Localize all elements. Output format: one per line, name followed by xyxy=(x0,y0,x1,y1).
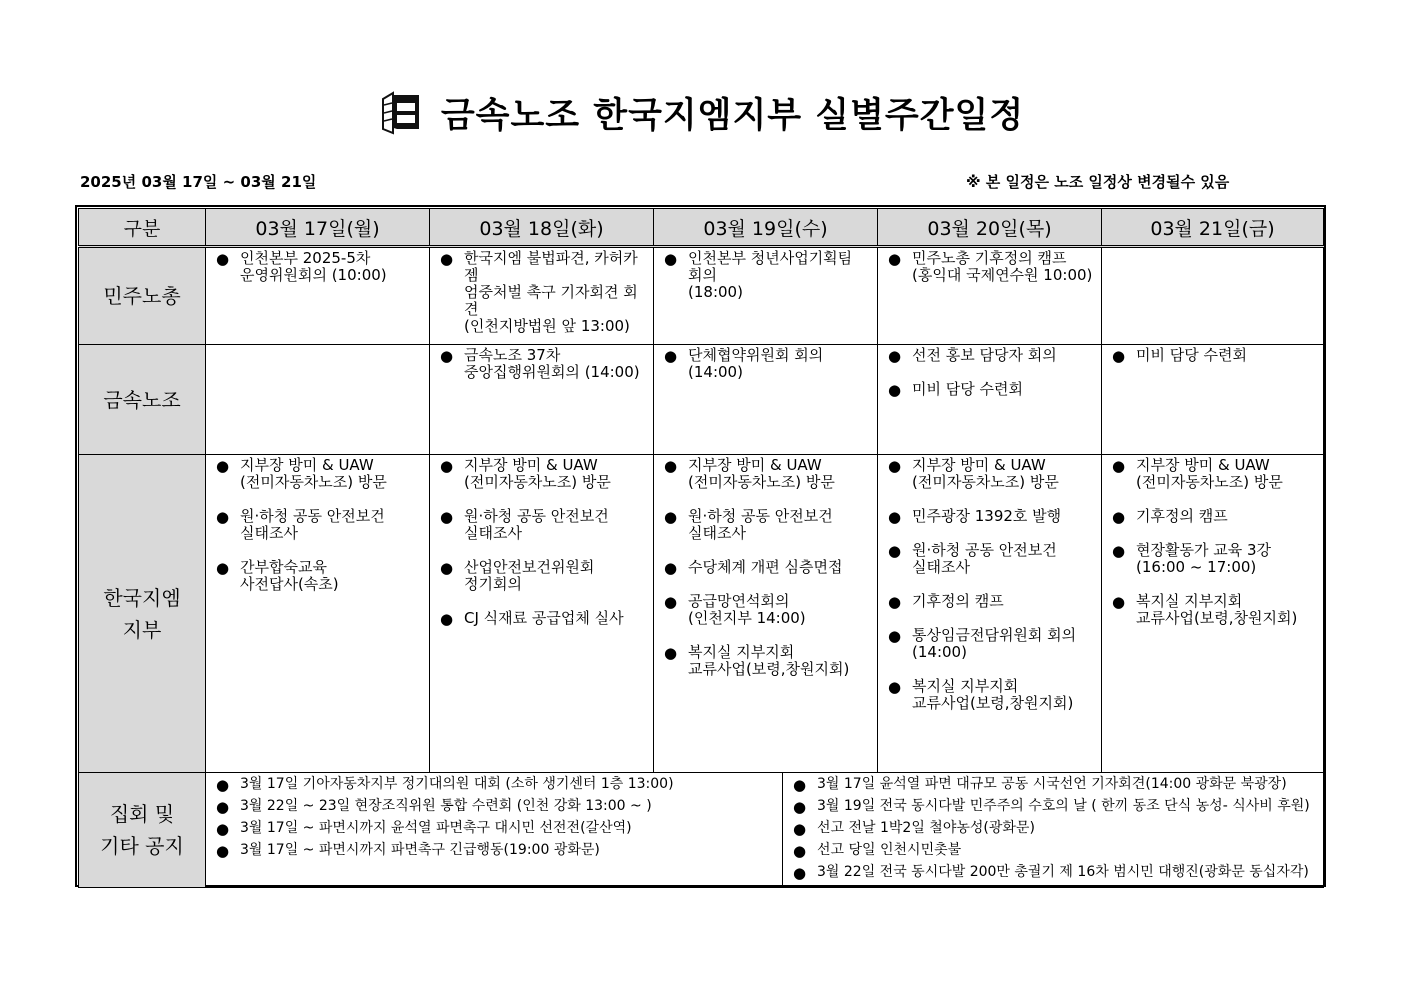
schedule-item-text: (전미자동차노조) 방문 xyxy=(912,473,1059,491)
notice-columns xyxy=(206,773,1323,887)
notice-item xyxy=(793,797,1317,815)
schedule-item xyxy=(664,347,871,381)
schedule-item-text: (인천지방법원 앞 13:00) xyxy=(464,317,630,335)
bullet-icon: ● xyxy=(888,508,902,526)
bullet-icon: ● xyxy=(888,381,902,399)
schedule-item xyxy=(888,627,1095,661)
bullet-icon: ● xyxy=(440,457,454,475)
title-area xyxy=(0,88,1403,138)
schedule-item-text: (전미자동차노조) 방문 xyxy=(240,473,387,491)
category-label: 금속노조 xyxy=(79,345,206,455)
row-rallies-notices xyxy=(79,773,1324,888)
weekly-schedule-table xyxy=(78,208,1324,888)
category-label xyxy=(79,773,206,888)
schedule-item xyxy=(216,559,423,593)
row-gm-branch xyxy=(79,455,1324,773)
category-label: 민주노총 xyxy=(79,247,206,345)
schedule-item-text: 지부장 방미 & UAW xyxy=(464,456,598,474)
schedule-item-text: 간부합숙교육 xyxy=(240,558,327,576)
bullet-icon: ● xyxy=(216,457,230,475)
bullet-icon: ● xyxy=(888,627,902,645)
schedule-item-text: (홍익대 국제연수원 10:00) xyxy=(912,266,1093,284)
notice-item xyxy=(793,775,1317,793)
bullet-icon: ● xyxy=(888,542,902,560)
notice-item-text: 3월 17일 기아자동차지부 정기대의원 대회 (소하 생기센터 1층 13:00) xyxy=(240,776,674,792)
schedule-item-text: 금속노조 37차 xyxy=(464,346,561,364)
schedule-period: 2025년 03월 17일 ~ 03월 21일 xyxy=(80,173,317,191)
schedule-item-list xyxy=(664,347,871,381)
schedule-item-text: 기후정의 캠프 xyxy=(912,592,1004,610)
schedule-item-text: 민주광장 1392호 발행 xyxy=(912,507,1062,525)
schedule-item xyxy=(216,508,423,542)
column-header: 03월 20일(목) xyxy=(878,209,1102,247)
schedule-cell xyxy=(206,247,430,345)
schedule-cell xyxy=(1102,345,1324,455)
schedule-item xyxy=(664,250,871,301)
notice-item-text: 3월 17일 ~ 파면시까지 파면촉구 긴급행동(19:00 광화문) xyxy=(240,842,600,858)
notice-item-text: 3월 22일 전국 동시다발 200만 총궐기 제 16차 범시민 대행진(광화문 동십자각) xyxy=(817,864,1309,880)
schedule-item-text: 복지실 지부지회 xyxy=(1136,592,1243,610)
schedule-item xyxy=(440,559,647,593)
notice-item xyxy=(216,797,776,815)
schedule-item xyxy=(440,508,647,542)
schedule-item-text: CJ 식재료 공급업체 실사 xyxy=(464,609,624,627)
schedule-item xyxy=(664,559,871,576)
schedule-item xyxy=(1112,508,1317,525)
schedule-item xyxy=(664,644,871,678)
schedule-item-text: 운영위원회의 (10:00) xyxy=(240,266,387,284)
schedule-item-text: 교류사업(보령,창원지회) xyxy=(1136,609,1298,627)
row-kctu xyxy=(79,247,1324,345)
bullet-icon: ● xyxy=(1112,593,1126,611)
schedule-item-text: 실태조사 xyxy=(464,524,522,542)
page-title: 금속노조 한국지엠지부 실별주간일정 xyxy=(440,96,1025,136)
column-header: 03월 17일(월) xyxy=(206,209,430,247)
schedule-item xyxy=(888,381,1095,398)
schedule-item xyxy=(440,250,647,335)
bullet-icon: ● xyxy=(1112,347,1126,365)
notice-item xyxy=(793,819,1317,837)
schedule-item-text: (14:00) xyxy=(688,363,743,381)
union-logo-icon xyxy=(379,89,427,137)
schedule-item xyxy=(888,250,1095,284)
schedule-item-list xyxy=(1112,347,1317,364)
schedule-item-text: 단체협약위원회 회의 xyxy=(688,346,824,364)
bullet-icon: ● xyxy=(664,593,678,611)
schedule-item-list xyxy=(664,250,871,301)
schedule-item xyxy=(1112,347,1317,364)
bullet-icon: ● xyxy=(888,593,902,611)
schedule-item-text: 복지실 지부지회 xyxy=(912,677,1019,695)
schedule-item-text: 산업안전보건위원회 xyxy=(464,558,595,576)
schedule-item-text: 정기회의 xyxy=(464,575,522,593)
schedule-cell xyxy=(1102,455,1324,773)
schedule-cell xyxy=(430,345,654,455)
schedule-item-text: 지부장 방미 & UAW xyxy=(688,456,822,474)
notice-item-text: 3월 22일 ~ 23일 현장조직위원 통합 수련회 (인천 강화 13:00 ~ ) xyxy=(240,798,652,814)
column-header: 03월 18일(화) xyxy=(430,209,654,247)
schedule-item-text: 원·하청 공동 안전보건 xyxy=(240,507,385,525)
notice-item-text: 선고 전날 1박2일 철야농성(광화문) xyxy=(817,820,1035,836)
bullet-icon: ● xyxy=(440,559,454,577)
schedule-item-text: 지부장 방미 & UAW xyxy=(1136,456,1270,474)
schedule-item-text: 엄중처벌 촉구 기자회견 회견 xyxy=(464,283,638,318)
notice-list xyxy=(793,775,1317,881)
notice-column-right xyxy=(782,773,1323,887)
notice-item-text: 3월 19일 전국 동시다발 민주주의 수호의 날 ( 한끼 동조 단식 농성- 식사비 후원) xyxy=(817,798,1310,814)
bullet-icon: ● xyxy=(888,678,902,696)
schedule-item xyxy=(888,457,1095,491)
bullet-icon: ● xyxy=(440,347,454,365)
bullet-icon: ● xyxy=(440,508,454,526)
bullet-icon: ● xyxy=(888,250,902,268)
notice-item xyxy=(216,819,776,837)
notice-item-text: 3월 17일 ~ 파면시까지 윤석열 파면촉구 대시민 선전전(갈산역) xyxy=(240,820,632,836)
schedule-item xyxy=(664,593,871,627)
schedule-item-text: 원·하청 공동 안전보건 xyxy=(464,507,609,525)
schedule-item-text: 수당체계 개편 심층면접 xyxy=(688,558,843,576)
schedule-item-text: 선전 홍보 담당자 회의 xyxy=(912,346,1057,364)
schedule-cell xyxy=(206,345,430,455)
schedule-item-list xyxy=(888,250,1095,284)
bullet-icon: ● xyxy=(1112,542,1126,560)
category-label-line: 지부 xyxy=(122,617,162,642)
bullet-icon: ● xyxy=(793,864,807,882)
schedule-item xyxy=(1112,457,1317,491)
schedule-item-text: 통상임금전담위원회 회의 xyxy=(912,626,1077,644)
schedule-item-text: 미비 담당 수련회 xyxy=(1136,346,1247,364)
schedule-item xyxy=(1112,542,1317,576)
notice-item-text: 3월 17일 윤석열 파면 대규모 공동 시국선언 기자회견(14:00 광화문 북광장) xyxy=(817,776,1287,792)
schedule-item-text: (전미자동차노조) 방문 xyxy=(688,473,835,491)
category-label-line: 기타 공지 xyxy=(100,834,184,858)
category-label-line: 집회 및 xyxy=(109,802,175,826)
schedule-item-text: 복지실 지부지회 xyxy=(688,643,795,661)
row-kmwu xyxy=(79,345,1324,455)
bullet-icon: ● xyxy=(793,842,807,860)
schedule-item xyxy=(216,250,423,284)
bullet-icon: ● xyxy=(793,776,807,794)
schedule-item-text: 실태조사 xyxy=(912,558,970,576)
notice-item xyxy=(793,863,1317,881)
schedule-item-text: 원·하청 공동 안전보건 xyxy=(912,541,1057,559)
bullet-icon: ● xyxy=(1112,508,1126,526)
bullet-icon: ● xyxy=(793,798,807,816)
schedule-item-list xyxy=(888,457,1095,712)
schedule-item-list xyxy=(440,250,647,335)
schedule-item xyxy=(1112,593,1317,627)
bullet-icon: ● xyxy=(664,250,678,268)
schedule-item xyxy=(440,347,647,381)
schedule-item xyxy=(664,457,871,491)
bullet-icon: ● xyxy=(664,457,678,475)
schedule-item-text: 교류사업(보령,창원지회) xyxy=(912,694,1074,712)
notice-list xyxy=(216,775,776,859)
bullet-icon: ● xyxy=(888,347,902,365)
schedule-item-list xyxy=(440,457,647,627)
schedule-item-text: 미비 담당 수련회 xyxy=(912,380,1023,398)
column-header: 03월 21일(금) xyxy=(1102,209,1324,247)
schedule-cell xyxy=(878,247,1102,345)
schedule-item-text: 교류사업(보령,창원지회) xyxy=(688,660,850,678)
bullet-icon: ● xyxy=(440,610,454,628)
schedule-item-list xyxy=(1112,457,1317,627)
schedule-item-text: 지부장 방미 & UAW xyxy=(912,456,1046,474)
schedule-item-text: (전미자동차노조) 방문 xyxy=(464,473,611,491)
bullet-icon: ● xyxy=(664,347,678,365)
column-header: 구분 xyxy=(79,209,206,247)
schedule-item-list xyxy=(216,250,423,284)
bullet-icon: ● xyxy=(216,842,230,860)
schedule-cell xyxy=(878,345,1102,455)
bullet-icon: ● xyxy=(1112,457,1126,475)
schedule-item xyxy=(664,508,871,542)
bullet-icon: ● xyxy=(440,250,454,268)
bullet-icon: ● xyxy=(888,457,902,475)
notice-cell xyxy=(206,773,1324,888)
schedule-item-text: (14:00) xyxy=(912,643,967,661)
bullet-icon: ● xyxy=(664,644,678,662)
schedule-item xyxy=(440,457,647,491)
schedule-cell xyxy=(1102,247,1324,345)
schedule-cell xyxy=(654,455,878,773)
bullet-icon: ● xyxy=(216,508,230,526)
schedule-item-text: 민주노총 기후정의 캠프 xyxy=(912,249,1067,267)
schedule-cell xyxy=(206,455,430,773)
schedule-item-list xyxy=(664,457,871,678)
schedule-item-text: 한국지엠 불법파견, 카허카젬 xyxy=(464,249,638,284)
column-header: 03월 19일(수) xyxy=(654,209,878,247)
schedule-cell xyxy=(878,455,1102,773)
schedule-item xyxy=(888,347,1095,364)
bullet-icon: ● xyxy=(216,820,230,838)
schedule-item-text: (18:00) xyxy=(688,283,743,301)
schedule-cell xyxy=(654,247,878,345)
schedule-item-text: (전미자동차노조) 방문 xyxy=(1136,473,1283,491)
schedule-item xyxy=(888,508,1095,525)
schedule-item-text: (인천지부 14:00) xyxy=(688,609,806,627)
schedule-item-text: 실태조사 xyxy=(240,524,298,542)
notice-item xyxy=(793,841,1317,859)
schedule-cell xyxy=(430,247,654,345)
notice-item xyxy=(216,775,776,793)
schedule-item xyxy=(888,678,1095,712)
schedule-item xyxy=(888,542,1095,576)
schedule-item-text: (16:00 ~ 17:00) xyxy=(1136,558,1257,576)
bullet-icon: ● xyxy=(216,559,230,577)
bullet-icon: ● xyxy=(664,508,678,526)
bullet-icon: ● xyxy=(216,798,230,816)
notice-column-left xyxy=(206,773,782,887)
schedule-item xyxy=(440,610,647,627)
schedule-cell xyxy=(654,345,878,455)
bullet-icon: ● xyxy=(216,250,230,268)
schedule-item-list xyxy=(216,457,423,593)
schedule-item-text: 원·하청 공동 안전보건 xyxy=(688,507,833,525)
schedule-item xyxy=(888,593,1095,610)
notice-item xyxy=(216,841,776,859)
schedule-item xyxy=(216,457,423,491)
category-label-line: 한국지엠 xyxy=(103,585,181,610)
schedule-item-text: 현장활동가 교육 3강 xyxy=(1136,541,1272,559)
notice-item-text: 선고 당일 인천시민촛불 xyxy=(817,842,962,858)
schedule-item-text: 인천본부 청년사업기획팀 회의 xyxy=(688,249,853,284)
schedule-item-text: 중앙집행위원회의 (14:00) xyxy=(464,363,640,381)
schedule-item-text: 인천본부 2025-5차 xyxy=(240,249,371,267)
schedule-item-text: 기후정의 캠프 xyxy=(1136,507,1228,525)
schedule-item-text: 사전답사(속초) xyxy=(240,575,339,593)
change-notice: ※ 본 일정은 노조 일정상 변경될수 있음 xyxy=(966,173,1230,191)
schedule-item-text: 실태조사 xyxy=(688,524,746,542)
bullet-icon: ● xyxy=(664,559,678,577)
bullet-icon: ● xyxy=(793,820,807,838)
schedule-item-list xyxy=(888,347,1095,398)
schedule-item-text: 지부장 방미 & UAW xyxy=(240,456,374,474)
schedule-item-list xyxy=(440,347,647,381)
category-label xyxy=(79,455,206,773)
schedule-item-text: 공급망연석회의 xyxy=(688,592,790,610)
schedule-cell xyxy=(430,455,654,773)
header-row xyxy=(79,209,1324,247)
bullet-icon: ● xyxy=(216,776,230,794)
